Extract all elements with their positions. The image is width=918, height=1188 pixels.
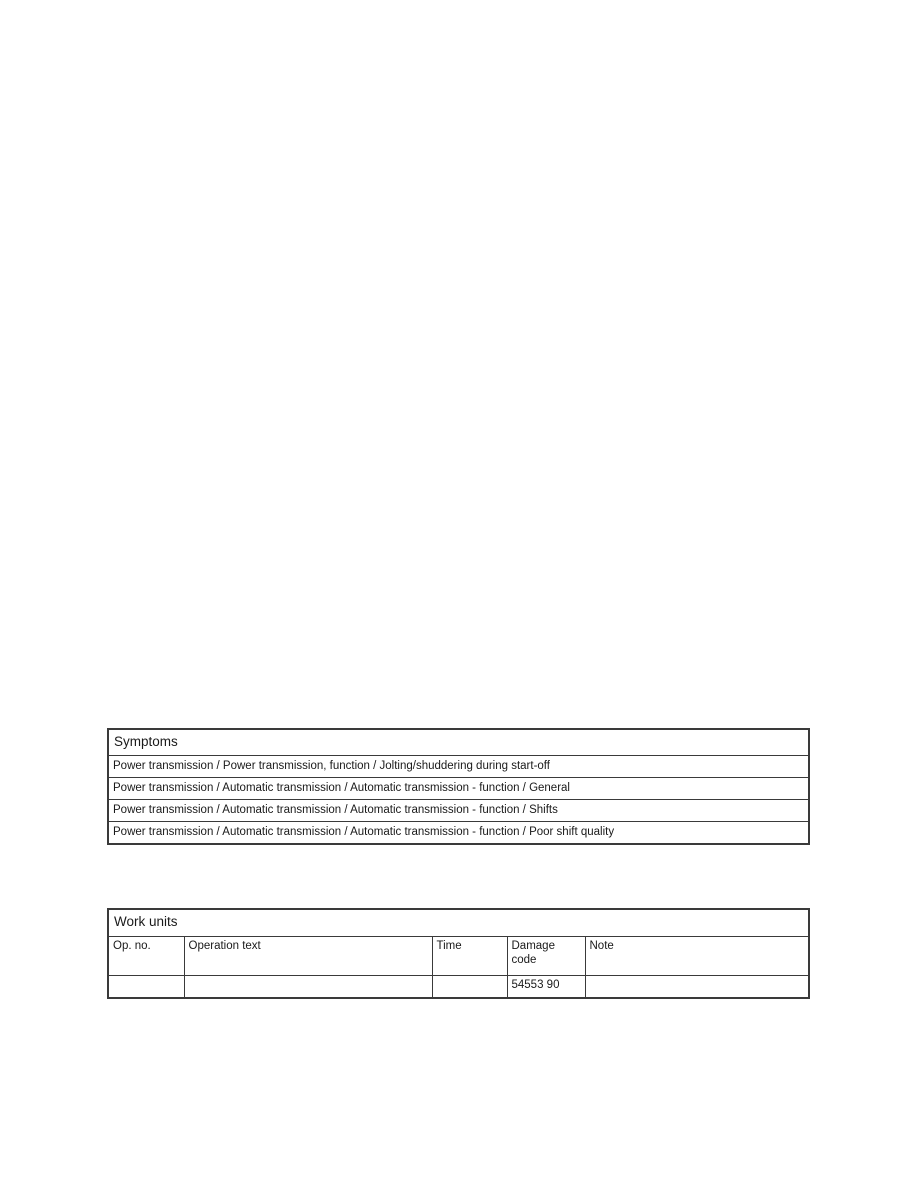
table-row xyxy=(109,777,808,799)
column-header-note: Note xyxy=(585,936,808,975)
column-header-operation-text: Operation text xyxy=(184,936,432,975)
symptom-text: Power transmission / Automatic transmission / Automatic transmission - function / Poor shift quality xyxy=(109,821,808,843)
symptoms-table-title: Symptoms xyxy=(109,730,808,755)
cell-note xyxy=(585,975,808,997)
table-row xyxy=(109,821,808,843)
column-header-damage-code: Damage code xyxy=(507,936,585,975)
work-units-table-title: Work units xyxy=(109,910,808,936)
column-header-time: Time xyxy=(432,936,507,975)
symptom-text: Power transmission / Automatic transmission / Automatic transmission - function / General xyxy=(109,777,808,799)
table-row xyxy=(109,975,808,997)
cell-time xyxy=(432,975,507,997)
work-units-table xyxy=(107,908,810,999)
column-header-op-no: Op. no. xyxy=(109,936,184,975)
cell-damage-code: 54553 90 xyxy=(507,975,585,997)
cell-operation-text xyxy=(184,975,432,997)
symptoms-table-header-row xyxy=(109,730,808,755)
cell-op-no xyxy=(109,975,184,997)
symptoms-table xyxy=(107,728,810,845)
table-row xyxy=(109,799,808,821)
symptom-text: Power transmission / Power transmission, function / Jolting/shuddering during start-off xyxy=(109,755,808,777)
table-row xyxy=(109,755,808,777)
work-units-table-header-row xyxy=(109,910,808,936)
column-header-row xyxy=(109,936,808,975)
symptom-text: Power transmission / Automatic transmission / Automatic transmission - function / Shifts xyxy=(109,799,808,821)
